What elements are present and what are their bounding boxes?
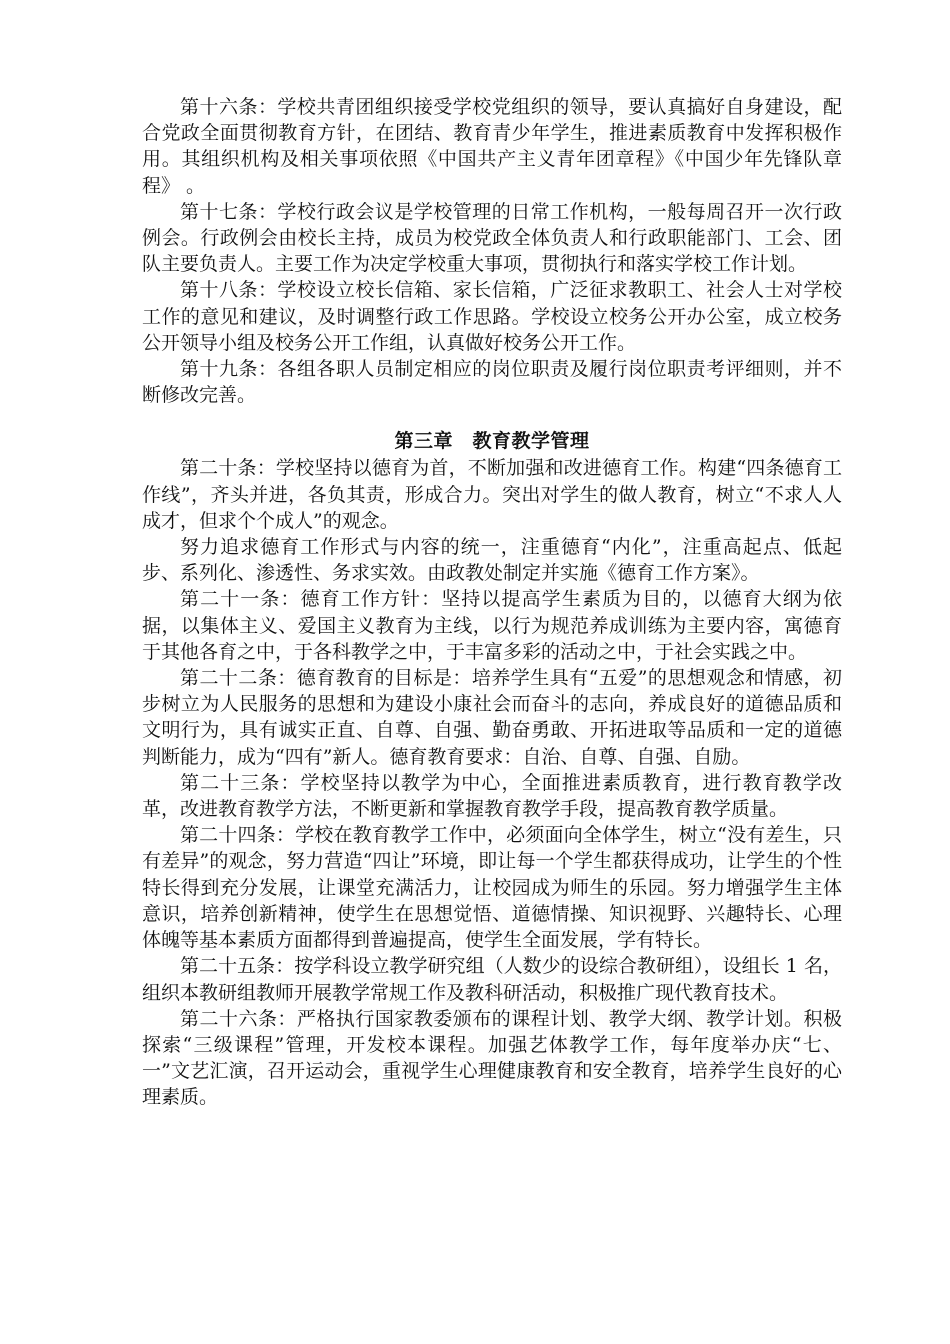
article-20-continued: 努力追求德育工作形式与内容的统一，注重德育“内化”，注重高起点、低起步、系列化、渗透性、务求实效。由政教处制定并实施《德育工作方案》。 [142, 536, 842, 585]
article-24: 第二十四条：学校在教育教学工作中，必须面向全体学生，树立“没有差生，只有差异”的观念，努力营造“四让”环境，即让每一个学生都获得成功，让学生的个性特长得到充分发展，让课堂充满活力，让校园成为师生的乐园。努力增强学生主体意识，培养创新精神，使学生在思想觉悟、道德情操、知识视野、兴趣特长、心理体魄等基本素质方面都得到普遍提高，使学生全面发展，学有特长。 [142, 824, 842, 952]
article-20: 第二十条：学校坚持以德育为首，不断加强和改进德育工作。构建“四条德育工作线”，齐头并进，各负其责，形成合力。突出对学生的做人教育，树立“不求人人成才，但求个个成人”的观念。 [142, 457, 842, 532]
document-page [142, 94, 842, 1111]
article-25: 第二十五条：按学科设立教学研究组（人数少的设综合教研组），设组长 1 名，组织本教研组教师开展教学常规工作及教科研活动，积极推广现代教育技术。 [142, 955, 842, 1004]
article-18: 第十八条：学校设立校长信箱、家长信箱，广泛征求教职工、社会人士对学校工作的意见和建议，及时调整行政工作思路。学校设立校务公开办公室，成立校务公开领导小组及校务公开工作组，认真做好校务公开工作。 [142, 279, 842, 354]
chapter-heading: 第三章 教育教学管理 [394, 430, 590, 453]
article-23: 第二十三条：学校坚持以教学为中心，全面推进素质教育，进行教育教学改革，改进教育教学方法，不断更新和掌握教育教学手段，提高教育教学质量。 [142, 771, 842, 821]
article-19: 第十九条：各组各职人员制定相应的岗位职责及履行岗位职责考评细则，并不断修改完善。 [142, 358, 842, 407]
article-26: 第二十六条：严格执行国家教委颁布的课程计划、教学大纲、教学计划。积极探索“三级课程”管理，开发校本课程。加强艺体教学工作，每年度举办庆“七、一”文艺汇演，召开运动会，重视学生心理健康教育和安全教育，培养学生良好的心理素质。 [142, 1007, 842, 1109]
article-22: 第二十二条：德育教育的目标是：培养学生具有“五爱”的思想观念和情感，初步树立为人民服务的思想和为建设小康社会而奋斗的志向，养成良好的道德品质和文明行为，具有诚实正直、自尊、自强、勤奋勇敢、开拓进取等品质和一定的道德判断能力，成为“四有”新人。德育教育要求：自治、自尊、自强、自励。 [142, 667, 842, 768]
article-16: 第十六条：学校共青团组织接受学校党组织的领导，要认真搞好自身建设，配合党政全面贯彻教育方针，在团结、教育青少年学生，推进素质教育中发挥积极作用。其组织机构及相关事项依照《中国共产主义青年团章程》《中国少年先锋队章程》 。 [142, 96, 842, 197]
article-17: 第十七条：学校行政会议是学校管理的日常工作机构，一般每周召开一次行政例会。行政例会由校长主持，成员为校党政全体负责人和行政职能部门、工会、团队主要负责人。主要工作为决定学校重大事项，贯彻执行和落实学校工作计划。 [142, 200, 842, 276]
article-21: 第二十一条：德育工作方针：坚持以提高学生素质为目的，以德育大纲为依据，以集体主义、爱国主义教育为主线，以行为规范养成训练为主要内容，寓德育于其他各育之中，于各科教学之中，于丰富多彩的活动之中，于社会实践之中。 [142, 588, 842, 663]
